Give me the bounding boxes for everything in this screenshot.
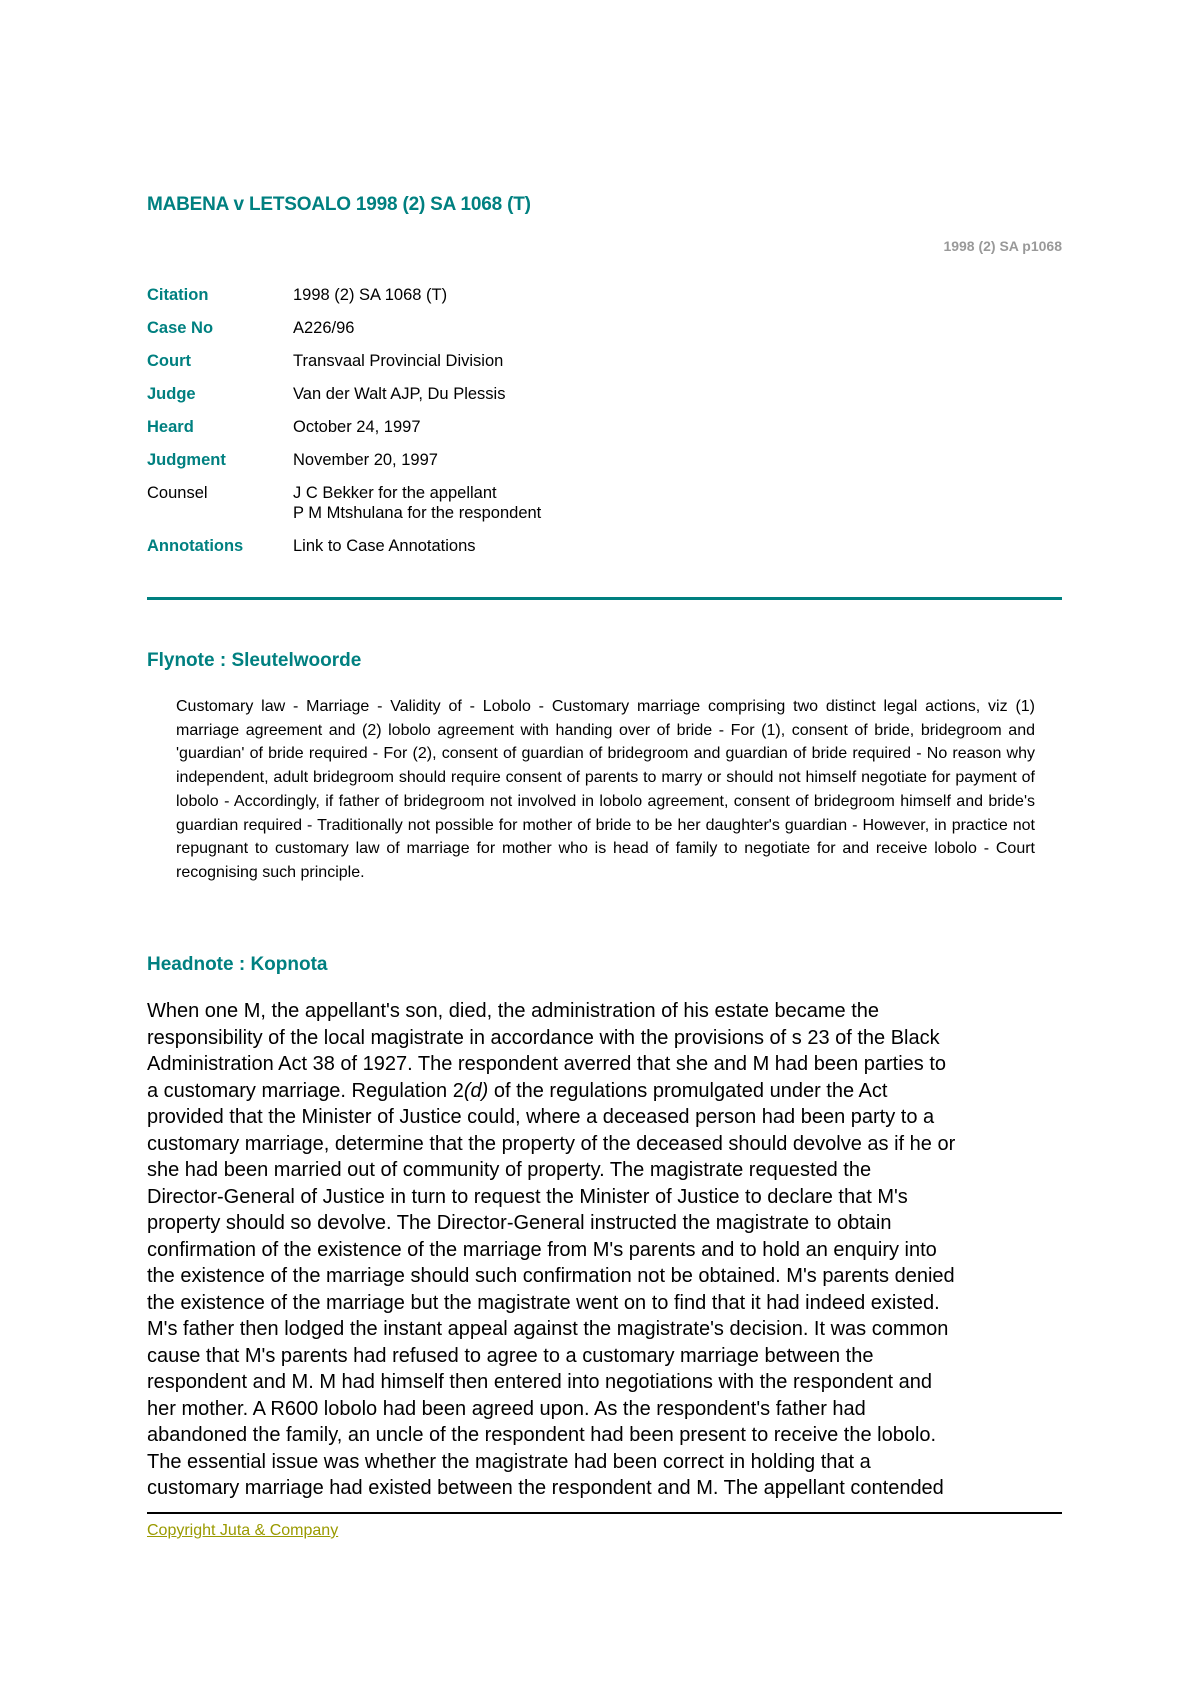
headnote-line: provided that the Minister of Justice could, where a deceased person had been party to a xyxy=(147,1106,935,1128)
headnote-line: cause that M's parents had refused to agree to a customary marriage between the xyxy=(147,1344,874,1367)
headnote-line: the existence of the marriage but the magistrate went on to find that it had indeed existed. xyxy=(147,1291,940,1314)
court-value: Transvaal Provincial Division xyxy=(293,352,504,370)
headnote-line: her mother. A R600 lobolo had been agreed upon. As the respondent's father had xyxy=(147,1397,866,1420)
headnote-line: abandoned the family, an uncle of the respondent had been present to receive the lobolo. xyxy=(147,1424,937,1446)
headnote-line: confirmation of the existence of the marriage from M's parents and to hold an enquiry into xyxy=(147,1238,937,1261)
meta-row-judgment xyxy=(147,450,1067,470)
judge-value: Van der Walt AJP, Du Plessis xyxy=(293,385,506,403)
heard-value: October 24, 1997 xyxy=(293,418,421,436)
section-divider xyxy=(147,597,1062,600)
page-reference: 1998 (2) SA p1068 xyxy=(943,238,1062,254)
headnote-line: The essential issue was whether the magistrate had been correct in holding that a xyxy=(147,1450,871,1473)
annotations-link[interactable]: Link to Case Annotations xyxy=(293,537,476,555)
case-title: MABENA v LETSOALO 1998 (2) SA 1068 (T) xyxy=(147,194,531,215)
meta-row-court xyxy=(147,351,1067,371)
meta-row-judge xyxy=(147,384,1067,404)
citation-label: Citation xyxy=(147,286,209,304)
headnote-body xyxy=(147,998,1062,1502)
headnote-line: When one M, the appellant's son, died, the administration of his estate became the xyxy=(147,1000,880,1022)
case-no-value: A226/96 xyxy=(293,319,355,337)
counsel-line-appellant: J C Bekker for the appellant xyxy=(293,484,497,502)
meta-row-annotations xyxy=(147,536,1067,556)
headnote-line: Director-General of Justice in turn to request the Minister of Justice to declare that M's xyxy=(147,1185,908,1208)
citation-value: 1998 (2) SA 1068 (T) xyxy=(293,286,448,304)
footer-divider xyxy=(147,1512,1062,1514)
judgment-value: November 20, 1997 xyxy=(293,451,438,469)
counsel-value xyxy=(293,483,1067,523)
headnote-line: responsibility of the local magistrate in accordance with the provisions of s 23 of the Black xyxy=(147,1026,940,1049)
court-label: Court xyxy=(147,352,191,370)
headnote-line: customary marriage had existed between the respondent and M. The appellant contended xyxy=(147,1477,944,1499)
counsel-line-respondent: P M Mtshulana for the respondent xyxy=(293,504,542,522)
flynote-heading: Flynote : Sleutelwoorde xyxy=(147,650,362,671)
counsel-label: Counsel xyxy=(147,484,208,502)
case-metadata xyxy=(147,285,1067,569)
annotations-label: Annotations xyxy=(147,537,244,555)
meta-row-case-no xyxy=(147,318,1067,338)
meta-row-heard xyxy=(147,417,1067,437)
copyright-link[interactable]: Copyright Juta & Company xyxy=(147,1522,339,1539)
flynote-body: Customary law - Marriage - Validity of - Lobolo - Customary marriage comprising two distinct legal actions, viz (1) marriage agreement and (2) lobolo agreement with handing over of bride - For (1), consent of bride, bridegroom and 'guardian' of bride required - For (2), consent of guardian of bridegroom and guardian of bride required - No reason why independent, adult bridegroom should require consent of parents to marry or should not himself negotiate for payment of lobolo - Accordingly, if father of bridegroom not involved in lobolo agreement, consent of bridegroom himself and bride's guardian required - Traditionally not possible for mother of bride to be her daughter's guardian - However, in practice not repugnant to customary law of marriage for mother who is head of family to negotiate for and receive lobolo - Court recognising such principle. xyxy=(176,698,1035,881)
headnote-line: a customary marriage. Regulation 2(d) of the regulations promulgated under the Act xyxy=(147,1079,888,1102)
headnote-line: M's father then lodged the instant appeal against the magistrate's decision. It was common xyxy=(147,1318,949,1340)
headnote-line: property should so devolve. The Director-General instructed the magistrate to obtain xyxy=(147,1212,892,1234)
headnote-line: respondent and M. M had himself then entered into negotiations with the respondent and xyxy=(147,1371,932,1393)
headnote-line: customary marriage, determine that the property of the deceased should devolve as if he or xyxy=(147,1132,956,1155)
headnote-heading: Headnote : Kopnota xyxy=(147,954,328,975)
headnote-line: the existence of the marriage should such confirmation not be obtained. M's parents denied xyxy=(147,1265,955,1287)
meta-row-citation xyxy=(147,285,1067,305)
meta-row-counsel xyxy=(147,483,1067,523)
judgment-label: Judgment xyxy=(147,451,226,469)
heard-label: Heard xyxy=(147,418,194,436)
headnote-line: she had been married out of community of property. The magistrate requested the xyxy=(147,1159,872,1181)
headnote-line: Administration Act 38 of 1927. The respondent averred that she and M had been parties to xyxy=(147,1053,947,1075)
case-no-label: Case No xyxy=(147,319,214,337)
judge-label: Judge xyxy=(147,385,196,403)
